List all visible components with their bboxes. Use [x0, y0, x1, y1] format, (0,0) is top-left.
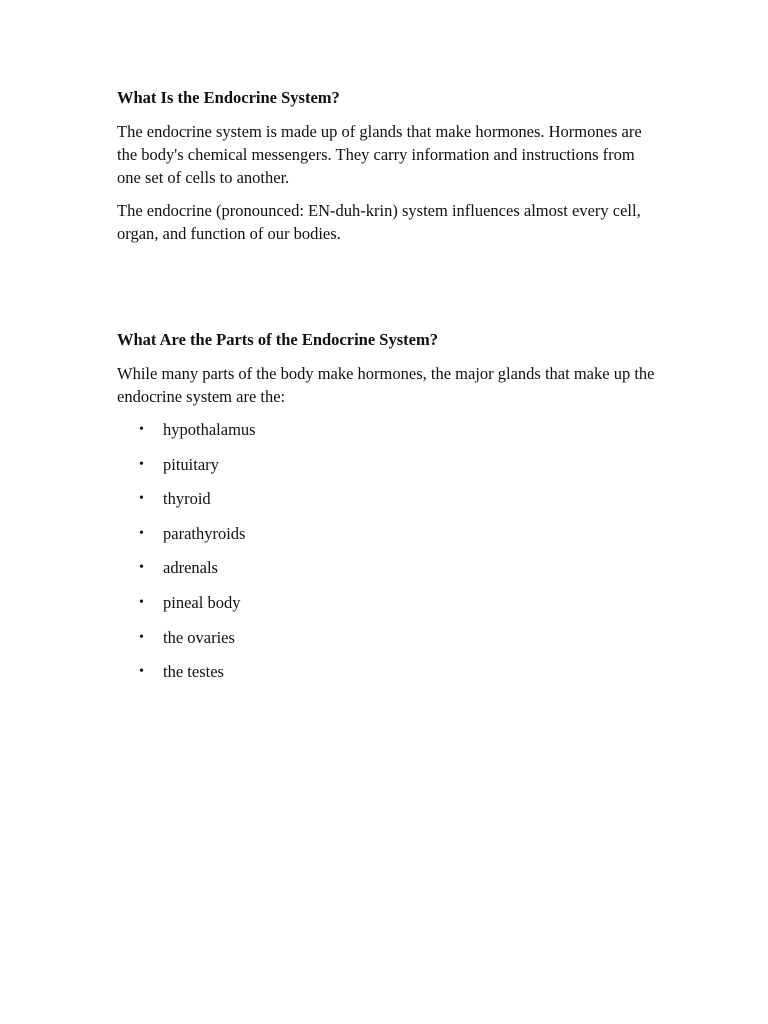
- bullet-icon: •: [139, 525, 144, 541]
- bullet-icon: •: [139, 629, 144, 645]
- bullet-icon: •: [139, 422, 144, 437]
- bullet-icon: •: [139, 560, 144, 576]
- section-endocrine-parts: [117, 329, 657, 683]
- document-page: [117, 87, 657, 695]
- list-item: [117, 522, 657, 545]
- heading-parts-of-endocrine-system: What Are the Parts of the Endocrine System?: [117, 330, 438, 349]
- paragraph-glands-intro: While many parts of the body make hormones, the major glands that make up the endocrine system are the:: [117, 364, 655, 406]
- heading-what-is-endocrine-system: What Is the Endocrine System?: [117, 88, 340, 107]
- list-item-label: hypothalamus: [163, 420, 256, 439]
- bullet-icon: •: [139, 664, 144, 680]
- paragraph-endocrine-influence: The endocrine (pronounced: EN-duh-krin) system influences almost every cell, organ, and function of our bodies.: [117, 201, 641, 243]
- list-item: [117, 591, 657, 614]
- list-item: [117, 660, 657, 683]
- list-item-label: pituitary: [163, 454, 219, 474]
- paragraph-endocrine-definition: The endocrine system is made up of glands that make hormones. Hormones are the body's chemical messengers. They carry information and instructions from one set of cells to another.: [117, 122, 642, 187]
- list-item-label: parathyroids: [163, 523, 246, 543]
- list-item: [117, 453, 657, 476]
- list-item-label: adrenals: [163, 558, 218, 578]
- bullet-icon: •: [139, 491, 144, 507]
- list-item-label: pineal body: [163, 592, 241, 612]
- bullet-icon: •: [139, 456, 144, 472]
- glands-list: [117, 418, 657, 683]
- list-item: [117, 487, 657, 510]
- list-item: [117, 556, 657, 579]
- list-item-label: thyroid: [163, 489, 211, 509]
- list-item-label: the testes: [163, 662, 224, 682]
- list-item-label: the ovaries: [163, 627, 235, 647]
- list-item: [117, 418, 657, 441]
- section-endocrine-system: [117, 87, 657, 245]
- list-item: [117, 626, 657, 649]
- bullet-icon: •: [139, 594, 144, 610]
